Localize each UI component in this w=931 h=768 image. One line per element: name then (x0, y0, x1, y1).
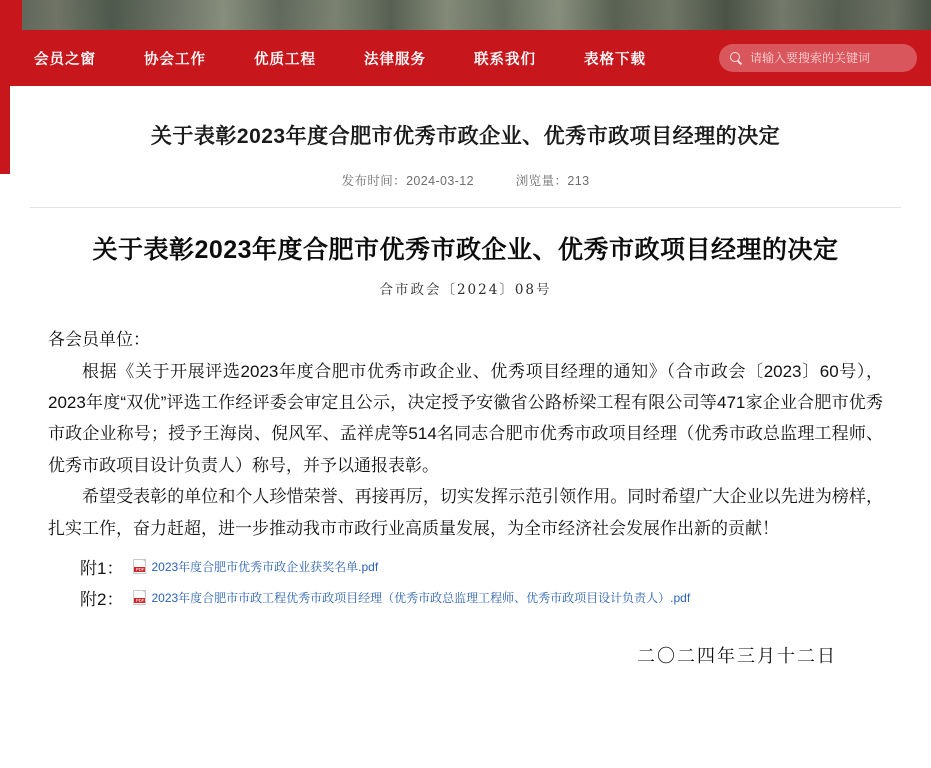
banner-red-accent (0, 0, 22, 30)
document-paragraph: 希望受表彰的单位和个人珍惜荣誉、再接再厉，切实发挥示范引领作用。同时希望广大企业以先进为榜样，扎实工作，奋力赶超，进一步推动我市市政行业高质量发展，为全市经济社会发展作出新的贡献！ (48, 487, 883, 538)
main-navigation-bar (0, 30, 931, 86)
page-title: 关于表彰2023年度合肥市优秀市政企业、优秀市政项目经理的决定 (150, 125, 781, 148)
attachment-list (48, 554, 883, 610)
attachment-row (80, 585, 883, 610)
nav-item-member-window[interactable]: 会员之窗 (34, 51, 96, 68)
document-text (48, 324, 883, 544)
attachment-link[interactable]: 2023年度合肥市市政工程优秀市政项目经理（优秀市政总监理工程师、优秀市政项目设计负责人）.pdf (151, 591, 691, 606)
search-input[interactable] (750, 51, 907, 65)
search-icon (729, 51, 743, 65)
attachment-link[interactable]: 2023年度合肥市优秀市政企业获奖名单.pdf (151, 560, 379, 575)
nav-item-form-download[interactable]: 表格下载 (584, 51, 646, 68)
document-salutation: 各会员单位： (48, 330, 150, 350)
search-box[interactable] (719, 44, 917, 72)
nav-item-quality-projects[interactable]: 优质工程 (254, 51, 316, 68)
document-number: 合市政会〔2024〕08号 (379, 282, 552, 299)
attachment-row (80, 554, 883, 579)
nav-item-association-work[interactable]: 协会工作 (144, 51, 206, 68)
article-meta (70, 171, 861, 189)
pdf-file-icon (133, 559, 146, 574)
document-paragraph: 根据《关于开展评选2023年度合肥市优秀市政企业、优秀项目经理的通知》（合市政会〔2023〕60号），2023年度“双优”评选工作经评委会审定且公示，决定授予安徽省公路桥梁工程有限公司等471家企业合肥市优秀市政企业称号；授予王海岗、倪风军、孟祥虎等514名同志合肥市优秀市政项目经理（优秀市政总监理工程师、优秀市政项目设计负责人）称号，并予以通报表彰。 (48, 361, 883, 475)
page-content (0, 86, 931, 668)
nav-item-list (0, 30, 646, 86)
nav-item-contact-us[interactable]: 联系我们 (474, 51, 536, 68)
document-body (0, 208, 931, 668)
document-title: 关于表彰2023年度合肥市优秀市政企业、优秀市政项目经理的决定 (92, 236, 839, 265)
publish-time-label: 发布时间： (341, 174, 407, 189)
top-banner-image (0, 0, 931, 30)
view-count-label: 浏览量： (515, 174, 568, 189)
left-red-accent-bar (0, 86, 10, 174)
pdf-file-icon (133, 590, 146, 605)
article-header (0, 86, 931, 189)
document-sign-date: 二〇二四年三月十二日 (637, 646, 837, 667)
view-count-value: 213 (567, 174, 590, 189)
nav-item-legal-services[interactable]: 法律服务 (364, 51, 426, 68)
attachment-label: 附2： (80, 590, 124, 610)
publish-time-value: 2024-03-12 (406, 174, 475, 189)
attachment-label: 附1： (80, 559, 124, 579)
